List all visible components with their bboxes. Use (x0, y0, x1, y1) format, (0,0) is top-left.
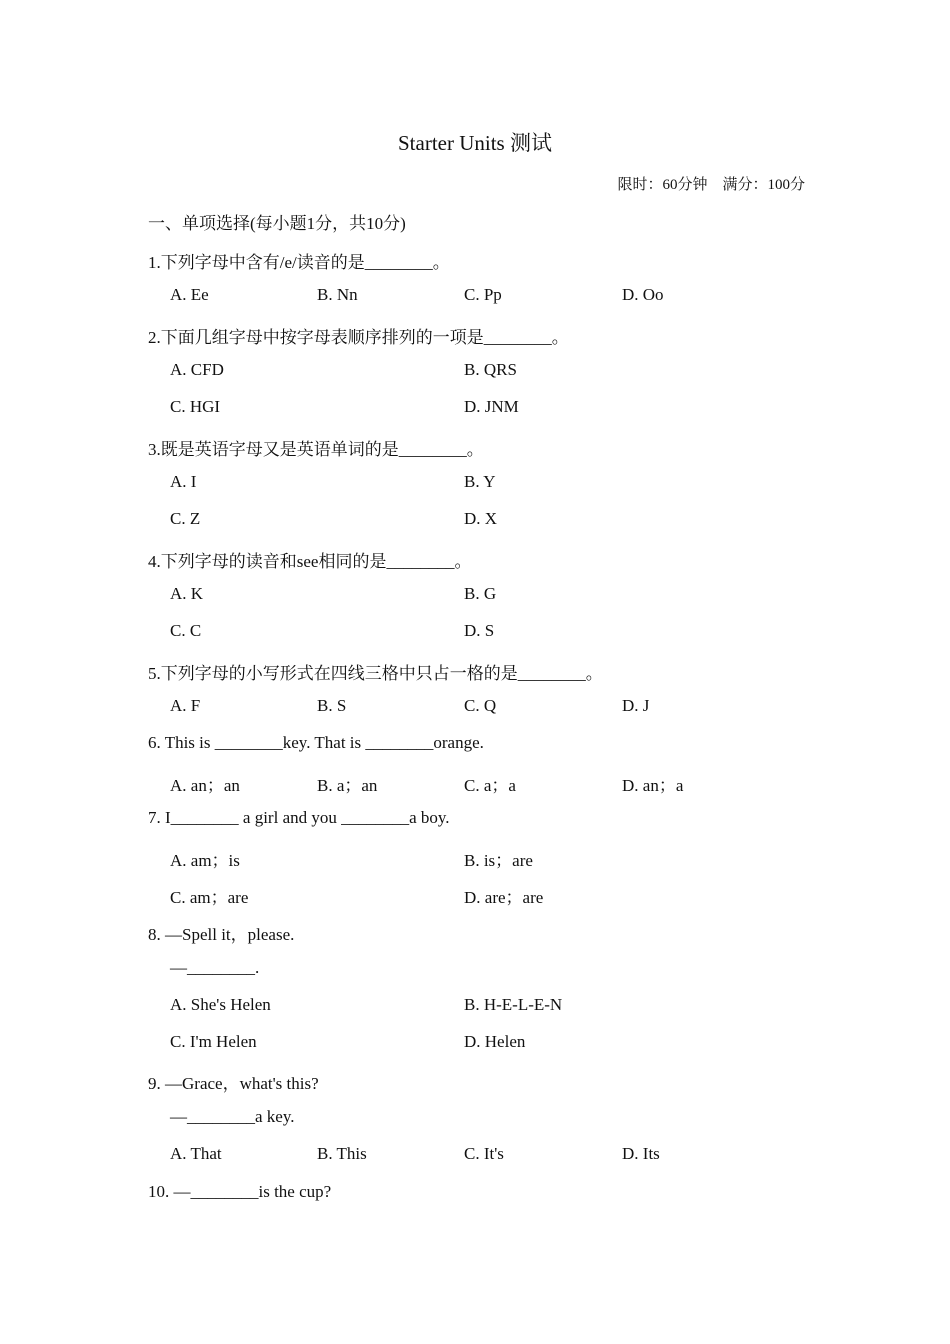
question-3-option-a: A. I (170, 472, 197, 491)
question-1-option-a: A. Ee (170, 285, 209, 304)
question-5-option-d: D. J (622, 696, 650, 715)
time-limit: 限时：60分钟 满分：100分 (617, 177, 805, 193)
question-1-option-b: B. Nn (317, 285, 358, 304)
question-7-stem: 7. I________ a girl and you ________a boy. (148, 808, 450, 827)
question-4-option-d: D. S (464, 621, 495, 640)
question-5-option-b: B. S (317, 696, 347, 715)
question-8-option-d: D. Helen (464, 1032, 526, 1051)
question-3-option-c: C. Z (170, 509, 201, 528)
question-3-option-d: D. X (464, 509, 498, 528)
question-5-stem: 5.下列字母的小写形式在四线三格中只占一格的是________。 (148, 664, 603, 683)
question-8-reply: —________. (170, 958, 260, 977)
question-1-option-d: D. Oo (622, 285, 664, 304)
question-6-option-c: C. a；a (464, 776, 516, 795)
question-7-option-a: A. am；is (170, 851, 240, 870)
question-2-option-d: D. JNM (464, 397, 519, 416)
question-5-option-c: C. Q (464, 696, 497, 715)
question-4-stem: 4.下列字母的读音和see相同的是________。 (148, 552, 472, 571)
question-7-option-c: C. am；are (170, 888, 249, 907)
question-3-option-b: B. Y (464, 472, 496, 491)
question-9-option-d: D. Its (622, 1144, 660, 1163)
question-3-stem: 3.既是英语字母又是英语单词的是________。 (148, 440, 484, 459)
question-8-stem: 8. —Spell it，please. (148, 925, 295, 944)
question-9-option-b: B. This (317, 1144, 367, 1163)
question-1-stem: 1.下列字母中含有/e/读音的是________。 (148, 253, 450, 272)
question-6-option-b: B. a；an (317, 776, 378, 795)
question-8-option-b: B. H-E-L-E-N (464, 995, 563, 1014)
question-1-option-c: C. Pp (464, 285, 502, 304)
question-10-stem: 10. —________is the cup? (148, 1182, 332, 1201)
section-heading: 一、单项选择(每小题1分，共10分) (148, 214, 406, 233)
page-title: Starter Units 测试 (398, 131, 552, 155)
question-4-option-a: A. K (170, 584, 204, 603)
question-6-option-a: A. an；an (170, 776, 240, 795)
question-7-option-b: B. is；are (464, 851, 533, 870)
question-6-stem: 6. This is ________key. That is ________orange. (148, 733, 484, 752)
question-4-option-b: B. G (464, 584, 497, 603)
question-8-option-c: C. I'm Helen (170, 1032, 257, 1051)
question-8-option-a: A. She's Helen (170, 995, 271, 1014)
question-5-option-a: A. F (170, 696, 201, 715)
question-9-option-a: A. That (170, 1144, 222, 1163)
question-9-stem: 9. —Grace，what's this? (148, 1074, 319, 1093)
question-2-option-c: C. HGI (170, 397, 221, 416)
question-2-option-a: A. CFD (170, 360, 224, 379)
question-2-option-b: B. QRS (464, 360, 517, 379)
question-4-option-c: C. C (170, 621, 202, 640)
question-9-reply: —________a key. (170, 1107, 295, 1126)
question-7-option-d: D. are；are (464, 888, 544, 907)
question-2-stem: 2.下面几组字母中按字母表顺序排列的一项是________。 (148, 328, 569, 347)
question-9-option-c: C. It's (464, 1144, 504, 1163)
question-6-option-d: D. an；a (622, 776, 684, 795)
